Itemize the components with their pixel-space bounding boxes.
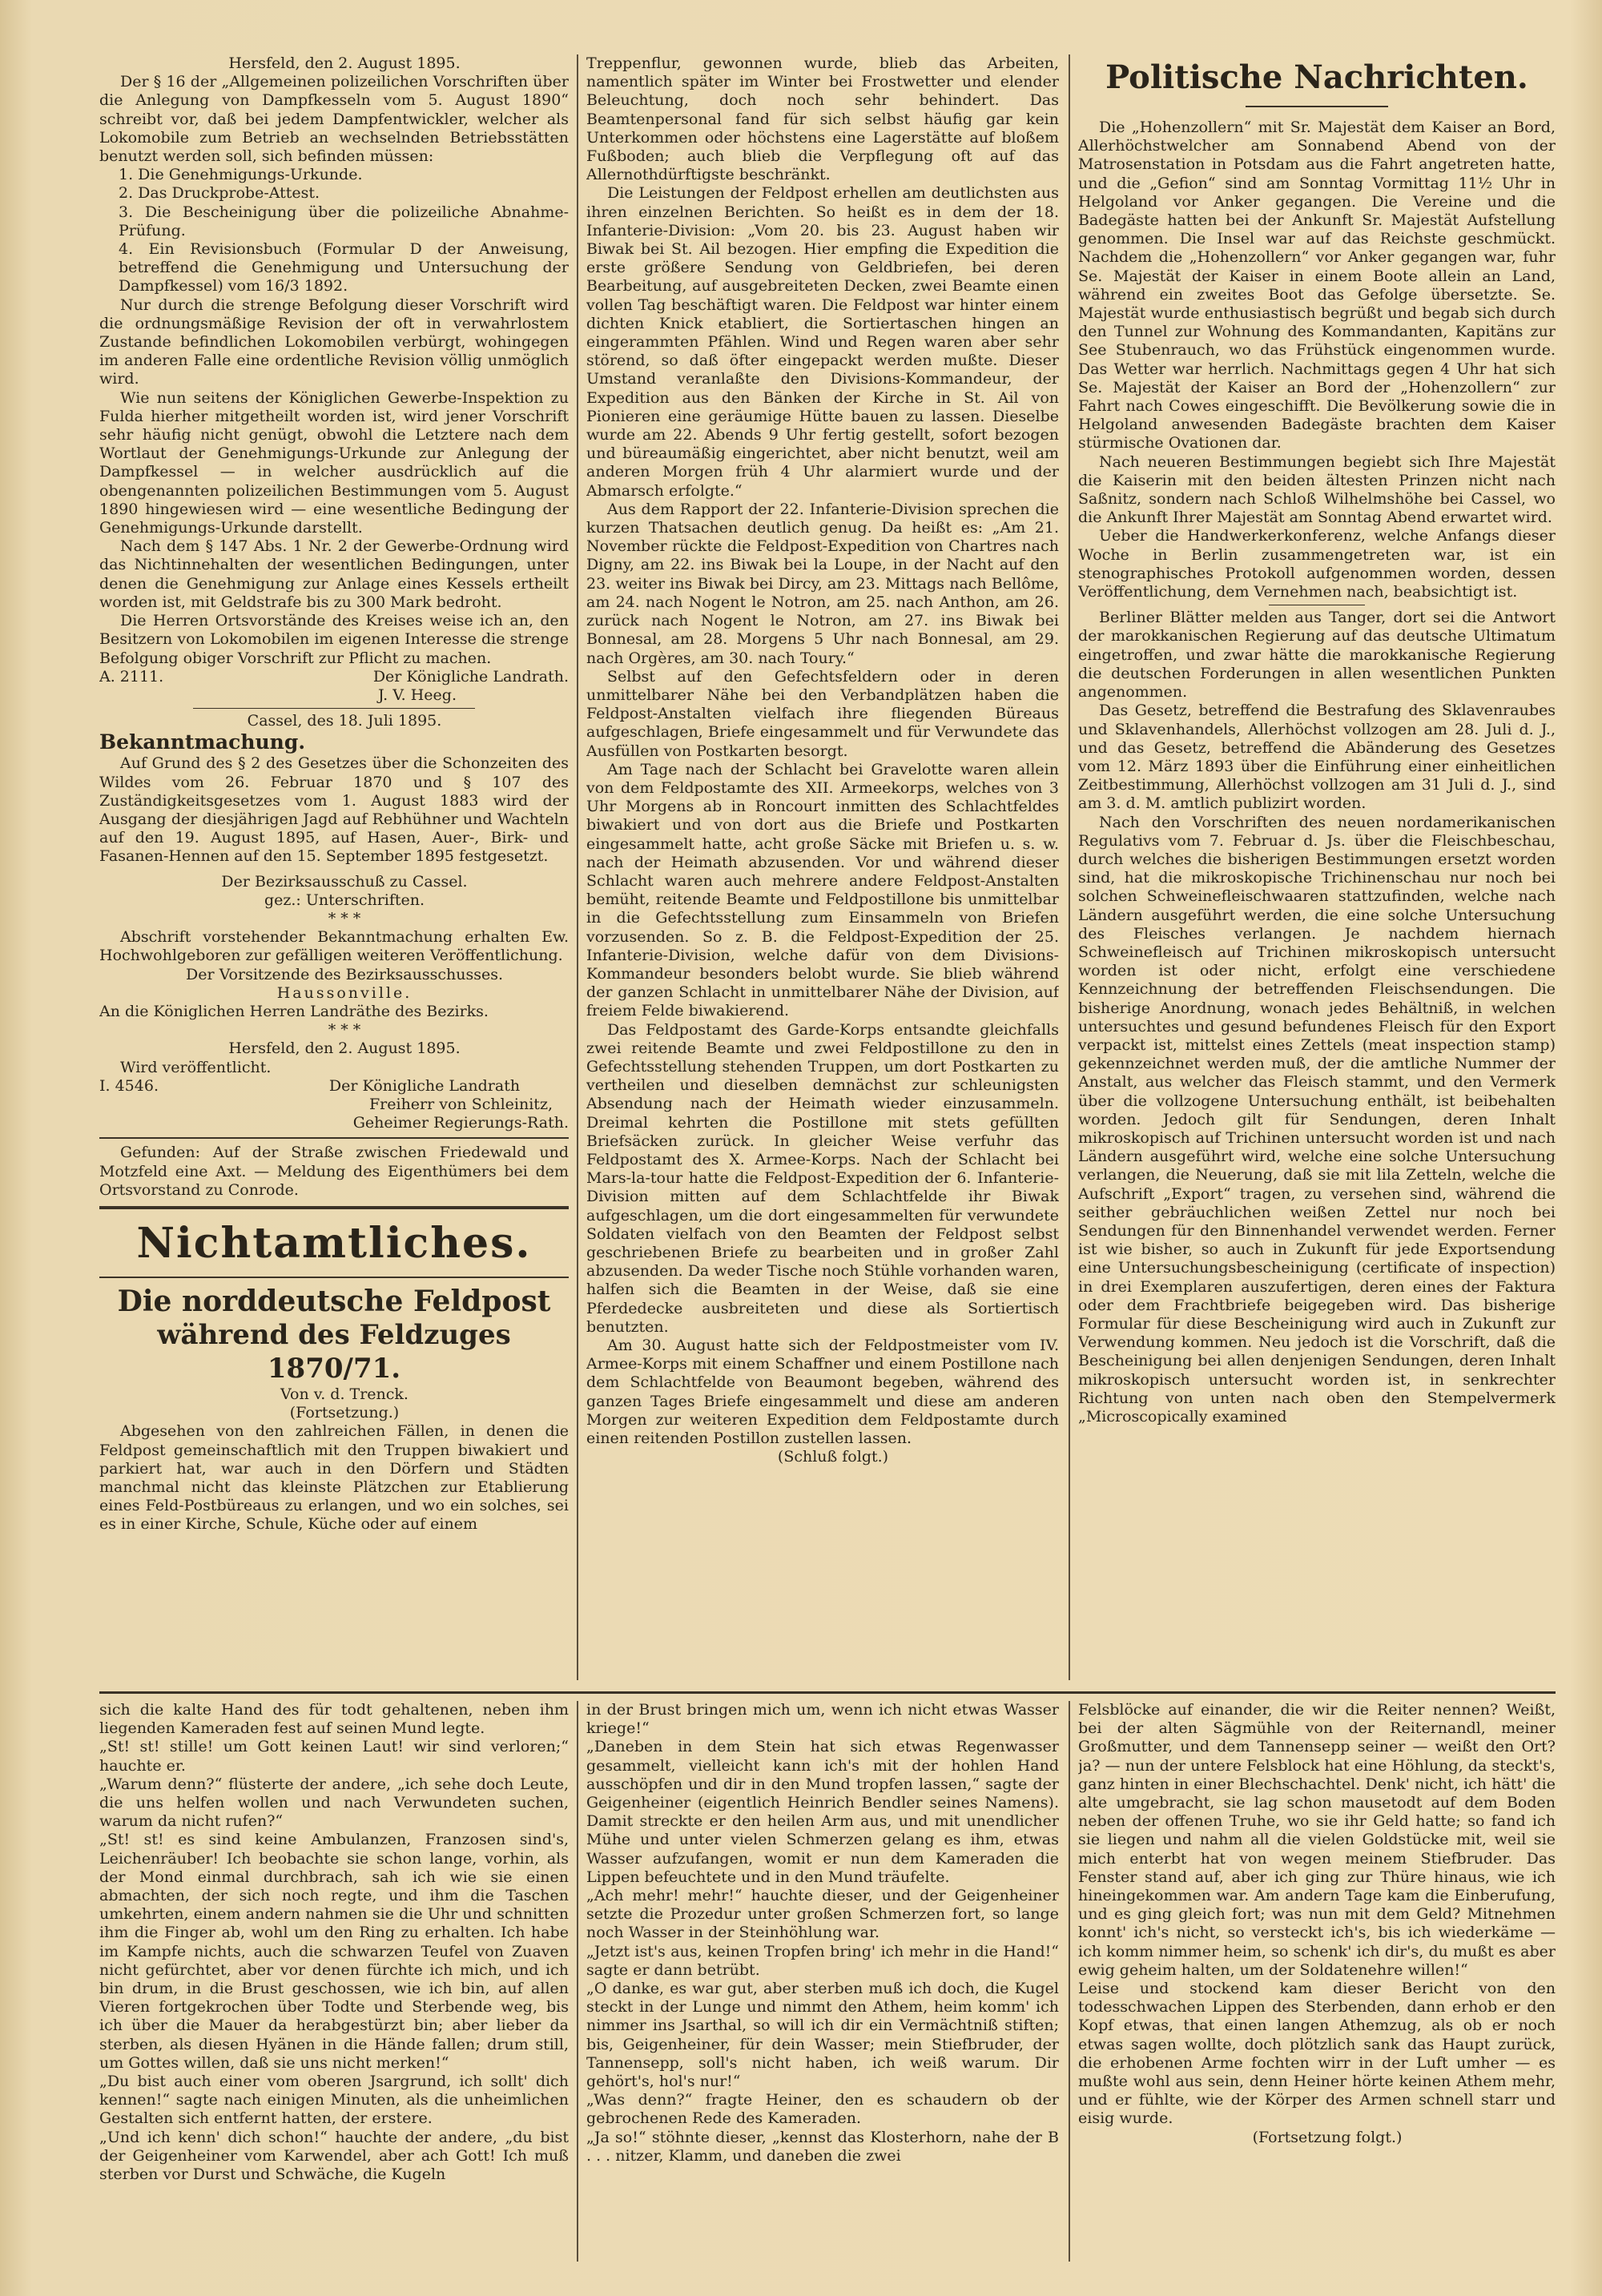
separator-stars: * * *	[328, 1021, 361, 1039]
notice1-list-item: 1. Die Genehmigungs-Urkunde.	[119, 166, 363, 184]
column-divider	[577, 1701, 578, 2262]
politics-paragraph: Berliner Blätter melden aus Tanger, dort sei die Antwort der marokkanischen Regierung auf das deutsche Ultimatum eingetroffen, und zwar hätte die marokkanische Regierung die deutschen Forderungen in allen wesentlichen Punkten angenommen.	[1078, 609, 1556, 702]
feldpost-paragraph: Am 30. August hatte sich der Feldpostmeister vom IV. Armee-Korps mit einem Schaffner und einem Postillone nach dem Schlachtfelde von Beaumont begeben, während des ganzen Tages Briefe eingesammelt und diese am anderen Morgen zur weiteren Expedition dem Feldpostamte durch einen reitenden Postillon zustellen lassen.	[586, 1337, 1059, 1448]
notice1-signature-row	[99, 668, 569, 686]
article-continuation: (Fortsetzung.)	[289, 1404, 400, 1422]
politics-paragraph: Nach neueren Bestimmungen begiebt sich Ihre Majestät die Kaiserin mit den beiden ältesten Prinzen nicht nach Saßnitz, sondern nach Schloß Wilhelmshöhe bei Cassel, wo die Ankunft Ihrer Majestät am Sonntag Abend erwartet wird.	[1078, 452, 1556, 527]
politics-paragraph: Das Gesetz, betreffend die Bestrafung des Sklavenraubes und Sklavenhandels, Allerhöchst vollzogen am 28. Juli d. J., und das Gesetz, betreffend die Abänderung des Gesetzes vom 12. März 1893 über die Einführung einer einheitlichen Zeitbestimmung, Allerhöchst vollzogen am 31 Juli d. J., sind am 3. d. M. amtlich publizirt worden.	[1078, 702, 1556, 813]
right-column	[1078, 54, 1556, 1684]
notice1-paragraph: Der § 16 der „Allgemeinen polizeilichen Vorschriften über die Anlegung von Dampfkesseln vom 5. August 1890“ schreibt vor, daß bei jedem Dampfentwickler, welcher als Lokomobile zum Betrieb an wechselnden Betriebsstätten benutzt werden soll, sich befinden müssen:	[99, 73, 569, 166]
feldpost-paragraph: Die Leistungen der Feldpost erhellen am deutlichsten aus ihren einzelnen Berichten. So heißt es in dem der 18. Infanterie-Division: „Vom 20. bis 23. August haben wir Biwak bei St. Ail bezogen. Hier empfing die Expedition die erste größere Sendung von Geldbriefen, bei deren Bearbeitung, auf ausgebreiteten Decken, zwei Beamte einen vollen Tag beschäftigt waren. Die Feldpost war hinter einem dichten Knick etabliert, die Sortiertaschen hingen an eingerammten Pfählen. Wind und Regen waren aber sehr störend, so daß öfter eingepackt werden mußte. Dieser Umstand veranlaßte den Divisions-Kommandeur, der Expedition aus den Bänken der Kirche in St. Ail von Pionieren eine geräumige Hütte bauen zu lassen. Dieselbe wurde am 22. Abends 9 Uhr fertig gestellt, sofort bezogen und büreaumäßig eingerichtet, aber nicht benutzt, weil am anderen Morgen früh 4 Uhr alarmiert wurde und der Abmarsch erfolgte.“	[586, 184, 1059, 500]
notice1-authority: Der Königliche Landrath.	[372, 667, 569, 686]
middle-column	[586, 54, 1059, 1684]
article-paragraph: Abgesehen von den zahlreichen Fällen, in denen die Feldpost gemeinschaftlich mit den Truppen biwakiert und parkiert hat, war auch in den Dörfern und Städten manchmal nicht das kleinste Plätzchen zur Etablierung eines Feld-Postbüreaus zu erlangen, und wo ein solches, sei es in einer Kirche, Schule, Küche oder auf einem	[99, 1422, 569, 1534]
feuilleton-text: Felsblöcke auf einander, die wir die Reiter nennen? Weißt, bei der alten Sägmühle von der Reiternandl, meiner Großmutter, und dem Tannensepp seiner — weißt den Ort? ja? — nun der untere Felsblock hat eine Höhlung, da steckt's, ganz hinten in einer Blechschachtel. Denk' nicht, ich hätt' die alte umgebracht, sie lag schon mausetodt auf dem Boden neben der offenen Truhe, wo sie ihr Geld hatte; so fand ich sie liegen und nahm all die vielen Goldstücke mit, weil sie mich enterbt hat von wegen meinem Stiefbruder. Das Fenster stand auf, aber ich ging zur Thüre hinaus, wie ich hineingekommen war. Am andern Tage kam die Einberufung, und es ging gleich fort; was nun mit dem Geld? Mitnehmen konnt' ich's nicht, so versteckt ich's, bis ich wiederkäme — ich komm nimmer heim, so schenk' ich dir's, du mußt es aber ewig geheim halten, um der Soldatenehre willen!“ Leise und stockend kam dieser Bericht von den todesschwachen Lippen des Sterbenden, dann erhob er den Kopf etwas, that einen langen Athemzug, als ob er noch etwas sagen wollte, doch plötzlich sank das Haupt zurück, die erhobenen Arme fochten wirr in der Luft umher — es mußte wohl aus sein, denn Heiner hörte keinen Athem mehr, und er fühlte, wie der Körper des Armen schnell starr und eisig wurde.	[1078, 1701, 1556, 2128]
politics-paragraph: Nach den Vorschriften des neuen nordamerikanischen Regulativs vom 7. Februar d. Js. über die Fleischbeschau, durch welches die bisherigen Bestimmungen ersetzt worden sind, hat die mikroskopische Trichinenschau nur noch bei solchen Schweinefleischwaaren stattzufinden, welche nach Ländern ausgeführt werden, die eine solche Untersuchung des Fleisches verlangen. Je nachdem hiernach Schweinefleisch auf Trichinen mikroskopisch untersucht worden ist oder nicht, erfolgt eine verschiedene Kennzeichnung der betreffenden Fleischsendungen. Die bisherige Anordnung, wonach jedes Behältniß, in welchen untersuchtes und gesund befundenes Fleisch für den Export verpackt ist, mittelst eines Zettels (meat inspection stamp) gekennzeichnet werden muß, der die amtliche Nummer der Anstalt, aus welcher das Fleisch stammt, und den Vermerk über die vollzogene Untersuchung enthält, ist beibehalten worden. Jedoch gilt für Sendungen, deren Inhalt mikroskopisch auf Trichinen untersucht worden ist und nach Ländern ausgeführt wird, welche eine solche Untersuchung verlangen, die Neuerung, daß sie mit lila Zetteln, welche die Aufschrift „Export“ tragen, zu versehen sind, während die seither gebräuchlichen weißen Zettel nur noch bei Sendungen für den Binnenhandel verwendet werden. Ferner ist wie bisher, so auch in Zukunft für jede Exportsendung eine Untersuchungsbescheinigung (certificate of inspection) in drei Exemplaren auszufertigen, deren eines der Faktura oder dem Frachtbriefe beigegeben wird. Das bisherige Formular für diese Bescheinigung wird auch in Zukunft zur Verwendung kommen. Neu jedoch ist die Vorschrift, daß die Bescheinigung bei allen denjenigen Sendungen, deren Inhalt mikroskopisch untersucht worden ist, in senkrechter Richtung von unten nach oben den Stempelvermerk „Microscopically examined	[1078, 813, 1556, 1426]
feldpost-paragraph: Am Tage nach der Schlacht bei Gravelotte waren allein von dem Feldpostamte des XII. Armeekorps, welches von 3 Uhr Morgens ab in Roncourt inmitten des Schlachtfeldes biwakiert und von dort aus die Briefe und Postkarten eingesammelt hatte, acht große Säcke mit Briefen u. s. w. nach der Heimath abzusenden. Vor und während dieser Schlacht waren auch mehrere andere Feldpost-Anstalten bemüht, reitende Beamte und Feldpostillone bis unmittelbar in die Gefechtsstellung zum Einsammeln von Briefen vorzusenden. So z. B. die Feldpost-Expedition der 25. Infanterie-Division, welche dafür von dem Divisions-Kommandeur besonders belobt wurde. Sie blieb während der ganzen Schlacht in unmittelbarer Nähe der Division, auf freiem Felde biwakierend.	[586, 760, 1059, 1020]
notice2-address: An die Königlichen Herren Landräthe des Bezirks.	[99, 1002, 489, 1020]
feldpost-paragraph: Das Feldpostamt des Garde-Korps entsandte gleichfalls zwei reitende Beamte und zwei Feldpostillone zu den in Gefechtsstellung stehenden Truppen, um dort Postkarten zu vertheilen und dieselben demnächst zur schleunigsten Absendung nach der Heimath wieder einzusammeln. Dreimal kehrten die Postillone mit stets gefüllten Briefsäcken zurück. In gleicher Weise verfuhr das Feldpostamt des X. Armee-Korps. Nach der Schlacht bei Mars-la-tour hatte die Feldpost-Expedition der 6. Infanterie-Division mitten auf dem Schlachtfelde ihr Biwak aufgeschlagen, um die dort eingesammelten für verwundete Soldaten vielfach von den Beamten der Feldpost selbst geschriebenen Briefe zu bearbeiten und in großer Zahl abzusenden. Da weder Tische noch Stühle vorhanden waren, halfen sich die Beamten in der Weise, daß sie eine Pferdedecke ausbreiteten und diese als Sortiertisch benutzten.	[586, 1020, 1059, 1336]
feldpost-end-note: (Schluß folgt.)	[777, 1448, 889, 1466]
feldpost-paragraph: Aus dem Rapport der 22. Infanterie-Division sprechen die kurzen Thatsachen deutlich genug. Da heißt es: „Am 21. November rückte die Feldpost-Expedition von Chartres nach Digny, am 22. ins Biwak bei la Loupe, in der Nacht auf den 23. weiter ins Biwak bei Dircy, am 23. Mittags nach Bellôme, am 24. nach Nogent le Notron, am 25. nach Anthon, am 26. zurück nach Nogent le Notron, am 27. ins Biwak bei Bonnesal, am 28. Morgens 5 Uhr nach Bonnesal, am 29. nach Orgères, am 30. nach Toury.“	[586, 500, 1059, 667]
notice2-paragraph: Abschrift vorstehender Bekanntmachung erhalten Ew. Hochwohlgeboren zur gefälligen weiteren Veröffentlichung.	[99, 928, 569, 965]
article-title-line1: Die norddeutsche Feldpost	[117, 1284, 551, 1318]
feuilleton-end-note: (Fortsetzung folgt.)	[1252, 2128, 1403, 2146]
notice1-list-item: 3. Die Bescheinigung über die polizeiliche Abnahme-Prüfung.	[119, 203, 569, 239]
column-divider	[577, 54, 578, 1680]
notice3-title: Geheimer Regierungs-Rath.	[352, 1114, 569, 1132]
notice3-name: Freiherr von Schleinitz,	[368, 1095, 553, 1113]
notice1-dateline: Hersfeld, den 2. August 1895.	[228, 54, 461, 72]
notice2-authority: Der Bezirksausschuß zu Cassel.	[221, 872, 468, 891]
notice3-number: I. 4546.	[99, 1076, 159, 1095]
feldpost-paragraph: Selbst auf den Gefechtsfeldern oder in deren unmittelbarer Nähe bei den Verbandplätzen haben die Feldpost-Anstalten vielfach ihre fliegenden Büreaus aufgeschlagen, Briefe eingesammelt und für Verwundete das Ausfüllen von Postkarten besorgt.	[586, 667, 1059, 760]
notice1-list-item: 2. Das Druckprobe-Attest.	[119, 184, 320, 203]
feuilleton-column-3	[1078, 1701, 1556, 2262]
separator-stars: * * *	[328, 909, 361, 927]
notice3-authority: Der Königliche Landrath	[328, 1076, 521, 1095]
politics-paragraph: Die „Hohenzollern“ mit Sr. Majestät dem Kaiser an Bord, Allerhöchstwelcher am Sonnabend Abend von der Matrosenstation in Potsdam aus die Fahrt angetreten hatte, und die „Gefion“ sind am Sonntag Vormittag 11½ Uhr in Helgoland vor Anker gegangen. Die Vereine und die Badegäste hatten bei der Ankunft Sr. Majestät Aufstellung genommen. Die Insel war auf das Reichste geschmückt. Nachdem die „Hohenzollern“ vor Anker gegangen war, fuhr Se. Majestät der Kaiser in einem Boote allein an Land, während ein zweites Boot das Gefolge übersetzte. Se. Majestät wurde enthusiastisch begrüßt und begab sich durch den Tunnel zur Wohnung des Kommandanten, Kapitäns zur See Stubenrauch, wo das Frühstück eingenommen wurde. Das Wetter war herrlich. Nachmittags gegen 4 Uhr hat sich Se. Majestät der Kaiser an Bord der „Hohenzollern“ zur Fahrt nach Cowes eingeschifft. Die Bevölkerung sowie die in Helgoland anwesenden Badegäste brachten dem Kaiser stürmische Ovationen dar.	[1078, 119, 1556, 452]
feuilleton-divider	[99, 1691, 1556, 1694]
notice1-paragraph: Wie nun seitens der Königlichen Gewerbe-Inspektion zu Fulda hierher mitgetheilt worden ist, wird jener Vorschrift sehr häufig nicht genügt, obwohl die Letztere nach dem Wortlaut der Genehmigungs-Urkunde zur Anlegung der Dampfkessel — in welcher ausdrücklich auf die obengenannten polizeilichen Bestimmungen vom 5. August 1890 hingewiesen wird — eine wesentliche Bedingung der Genehmigungs-Urkunde darstellt.	[99, 388, 569, 537]
notice1-signature: J. V. Heeg.	[378, 686, 457, 704]
notice2-paragraph: Auf Grund des § 2 des Gesetzes über die Schonzeiten des Wildes vom 26. Februar 1870 und § 107 des Zuständigkeitsgesetzes vom 1. August 1883 wird der Ausgang der diesjährigen Jagd auf Rebhühner und Wachteln auf den 19. August 1895, auf Hasen, Auer-, Birk- und Fasanen-Hennen auf den 15. September 1895 festgesetzt.	[99, 754, 569, 866]
notice1-number: A. 2111.	[99, 667, 164, 686]
feuilleton-column-2	[586, 1701, 1059, 2262]
notice3-text: Wird veröffentlicht.	[120, 1058, 272, 1076]
politics-paragraph: Ueber die Handwerkerkonferenz, welche Anfangs dieser Woche in Berlin zusammengetreten war, ist ein stenographisches Protokoll aufgenommen worden, dessen Veröffentlichung, dem Vernehmen nach, beabsichtigt ist.	[1078, 527, 1556, 601]
notice2-dateline: Cassel, des 18. Juli 1895.	[247, 712, 442, 730]
article-title-line2: während des Feldzuges 1870/71.	[157, 1318, 511, 1385]
notice2-name: Haussonville.	[276, 983, 413, 1002]
notice2-chair: Der Vorsitzende des Bezirksausschusses.	[185, 965, 504, 983]
notice1-list-item: 4. Ein Revisionsbuch (Formular D der Anweisung, betreffend die Genehmigung und Untersuchung der Dampfkessel) vom 16/3 1892.	[119, 240, 569, 296]
column-divider	[1069, 54, 1070, 1680]
notice3-signature-row	[99, 1077, 569, 1096]
feuilleton-text: in der Brust bringen mich um, wenn ich nicht etwas Wasser kriege!“ „Daneben in dem Stein hat sich etwas Regenwasser gesammelt, vielleicht kann ich's mit der hohlen Hand ausschöpfen und dir in den Mund tropfen lassen,“ sagte der Geigenheiner (eigentlich Heinrich Bendler seines Namens). Damit streckte er den heilen Arm aus, und mit unendlicher Mühe und unter vielen Schmerzen gelang es ihm, etwas Wasser aufzufangen, womit er nun dem Kameraden die Lippen befeuchtete und in den Mund träufelte. „Ach mehr! mehr!“ hauchte dieser, und der Geigenheiner setzte die Prozedur unter großen Schmerzen fort, so lange noch Wasser in der Steinhöhlung war. „Jetzt ist's aus, keinen Tropfen bring' ich mehr in die Hand!“ sagte er dann betrübt. „O danke, es war gut, aber sterben muß ich doch, die Kugel steckt in der Lunge und nimmt den Athem, heim komm' ich nimmer ins Jsarthal, so will ich dir ein Vermächtniß stiften; bis, Geigenheiner, für dein Wasser; mein Stiefbruder, der Tannensepp, soll's nicht haben, ich weiß warum. Dir gehört's, hol's nur!“ „Was denn?“ fragte Heiner, den es schaudern ob der gebrochenen Rede des Kameraden. „Ja so!“ stöhnte dieser, „kennst das Klosterhorn, nahe der B . . . nitzer, Klamm, und daneben die zwei	[586, 1701, 1059, 2165]
section-title: Nichtamtliches.	[136, 1218, 532, 1268]
feuilleton-column-1	[99, 1701, 569, 2262]
feuilleton-text: sich die kalte Hand des für todt gehaltenen, neben ihm liegenden Kameraden fest auf seinen Mund legte. „St! st! stille! um Gott keinen Laut! wir sind verloren;“ hauchte er. „Warum denn?“ flüsterte der andere, „ich sehe doch Leute, die uns helfen wollen und nach Verwundeten suchen, warum da nicht rufen?“ „St! st! es sind keine Ambulanzen, Franzosen sind's, Leichenräuber! Ich beobachte sie schon lange, vorhin, als der Mond einmal durchbrach, sah ich wie sie einen abmachten, der sich noch regte, und ihm die Taschen umkehrten, einem andern nahmen sie die Uhr und schnitten ihm die Finger ab, wohl um den Ring zu erhalten. Ich habe im Kampfe nichts, auch die schwarzen Teufel von Zuaven nicht gefürchtet, aber vor denen fürchte ich mich, und ich bin drum, in die Brust geschossen, wie ich bin, auf allen Vieren fortgekrochen über Todte und Sterbende weg, bis ich über die Mauer da herabgestürzt bin; aber lieber da sterben, als diesen Hyänen in die Hände fallen; drum still, um Gottes willen, daß sie uns nicht merken!“ „Du bist auch einer vom oberen Jsargrund, ich sollt' dich kennen!“ sagte nach einigen Minuten, als die unheimlichen Gestalten sich entfernt hatten, der erstere. „Und ich kenn' dich schon!“ hauchte der andere, „du bist der Geigenheiner vom Karwendel, aber ach Gott! Ich muß sterben vor Durst und Schwäche, die Kugeln	[99, 1701, 569, 2184]
column-divider	[1069, 1701, 1070, 2262]
politics-title: Politische Nachrichten.	[1105, 58, 1528, 96]
feldpost-paragraph: Treppenflur, gewonnen wurde, blieb das Arbeiten, namentlich später im Winter bei Frostwetter und elender Beleuchtung, doch noch sehr behindert. Das Beamtenpersonal fand für sich selbst häufig gar kein Unterkommen oder höchstens eine Lagerstätte auf bloßem Fußboden; auch blieb die Verpflegung oft auf das Allernothdürftigste beschränkt.	[586, 54, 1059, 184]
article-author: Von v. d. Trenck.	[280, 1385, 409, 1403]
left-column	[99, 54, 569, 1684]
notice3-dateline: Hersfeld, den 2. August 1895.	[228, 1039, 461, 1058]
notice2-signed: gez.: Unterschriften.	[264, 891, 425, 909]
notice1-paragraph: Nach dem § 147 Abs. 1 Nr. 2 der Gewerbe-Ordnung wird das Nichtinnehalten der wesentlichen Bedingungen, unter denen die Genehmigung zur Anlage eines Kessels ertheilt worden ist, mit Geldstrafe bis zu 300 Mark bedroht.	[99, 537, 569, 611]
notice1-paragraph: Die Herren Ortsvorstände des Kreises weise ich an, den Besitzern von Lokomobilen im eigenen Interesse die strenge Befolgung obiger Vorschrift zur Pflicht zu machen.	[99, 612, 569, 667]
notice2-title: Bekanntmachung.	[99, 730, 306, 754]
notice1-paragraph: Nur durch die strenge Befolgung dieser Vorschrift wird die ordnungsmäßige Revision der oft in verwahrlostem Zustande befindlichen Lokomobilen verbürgt, wohingegen im anderen Falle eine ordentliche Revision völlig unmöglich wird.	[99, 296, 569, 388]
found-notice: Gefunden: Auf der Straße zwischen Friedewald und Motzfeld eine Axt. — Meldung des Eigenthümers bei dem Ortsvorstand zu Conrode.	[99, 1144, 569, 1199]
